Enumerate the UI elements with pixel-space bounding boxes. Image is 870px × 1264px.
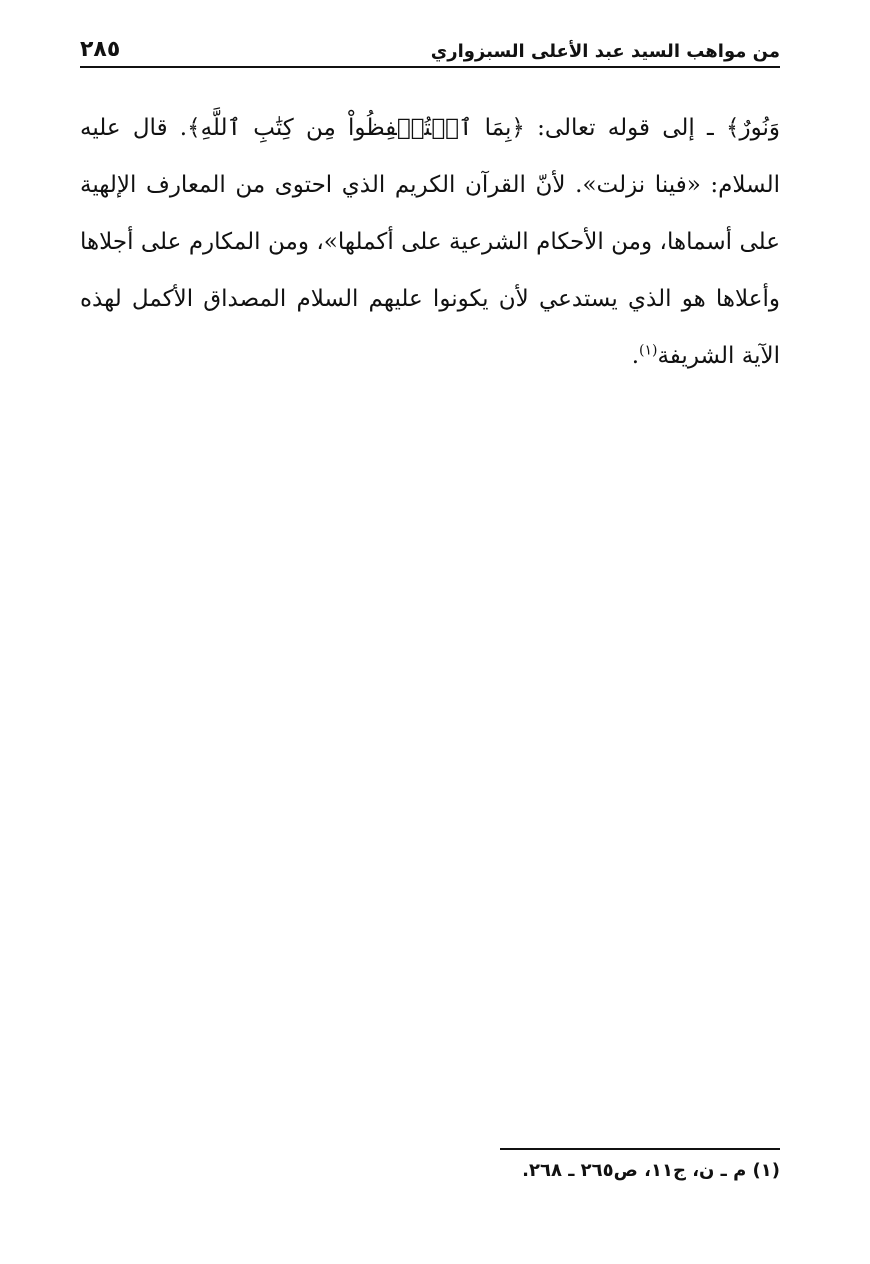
page-header <box>80 34 780 68</box>
body-text <box>80 100 780 385</box>
paragraph <box>80 100 780 385</box>
paragraph-text: وَنُورٌ﴾ ـ إلى قوله تعالى: ﴿بِمَا ٱسۡتُحۡفِظُواْ مِن كِتَٰبِ ٱللَّهِ﴾. قال عليه السلام: «فينا نزلت». لأنّ القرآن الكريم الذي احتوى من المعارف الإلهية على أسماها، ومن الأحكام الشرعية على أكملها»، ومن المكارم على أجلاها وأعلاها هو الذي يستدعي لأن يكونوا عليهم السلام المصداق الأكمل لهذه الآية الشريفة <box>80 115 780 369</box>
paragraph-end: . <box>631 343 639 369</box>
running-title: من مواهب السيد عبد الأعلى السبزواري <box>430 41 780 62</box>
page-number: ٢٨٥ <box>80 37 121 62</box>
footnote: (١) م ـ ن، ج١١، ص٢٦٥ ـ ٢٦٨. <box>522 1160 780 1181</box>
footnote-reference[interactable]: (١) <box>639 342 658 359</box>
footnote-divider <box>500 1148 780 1150</box>
